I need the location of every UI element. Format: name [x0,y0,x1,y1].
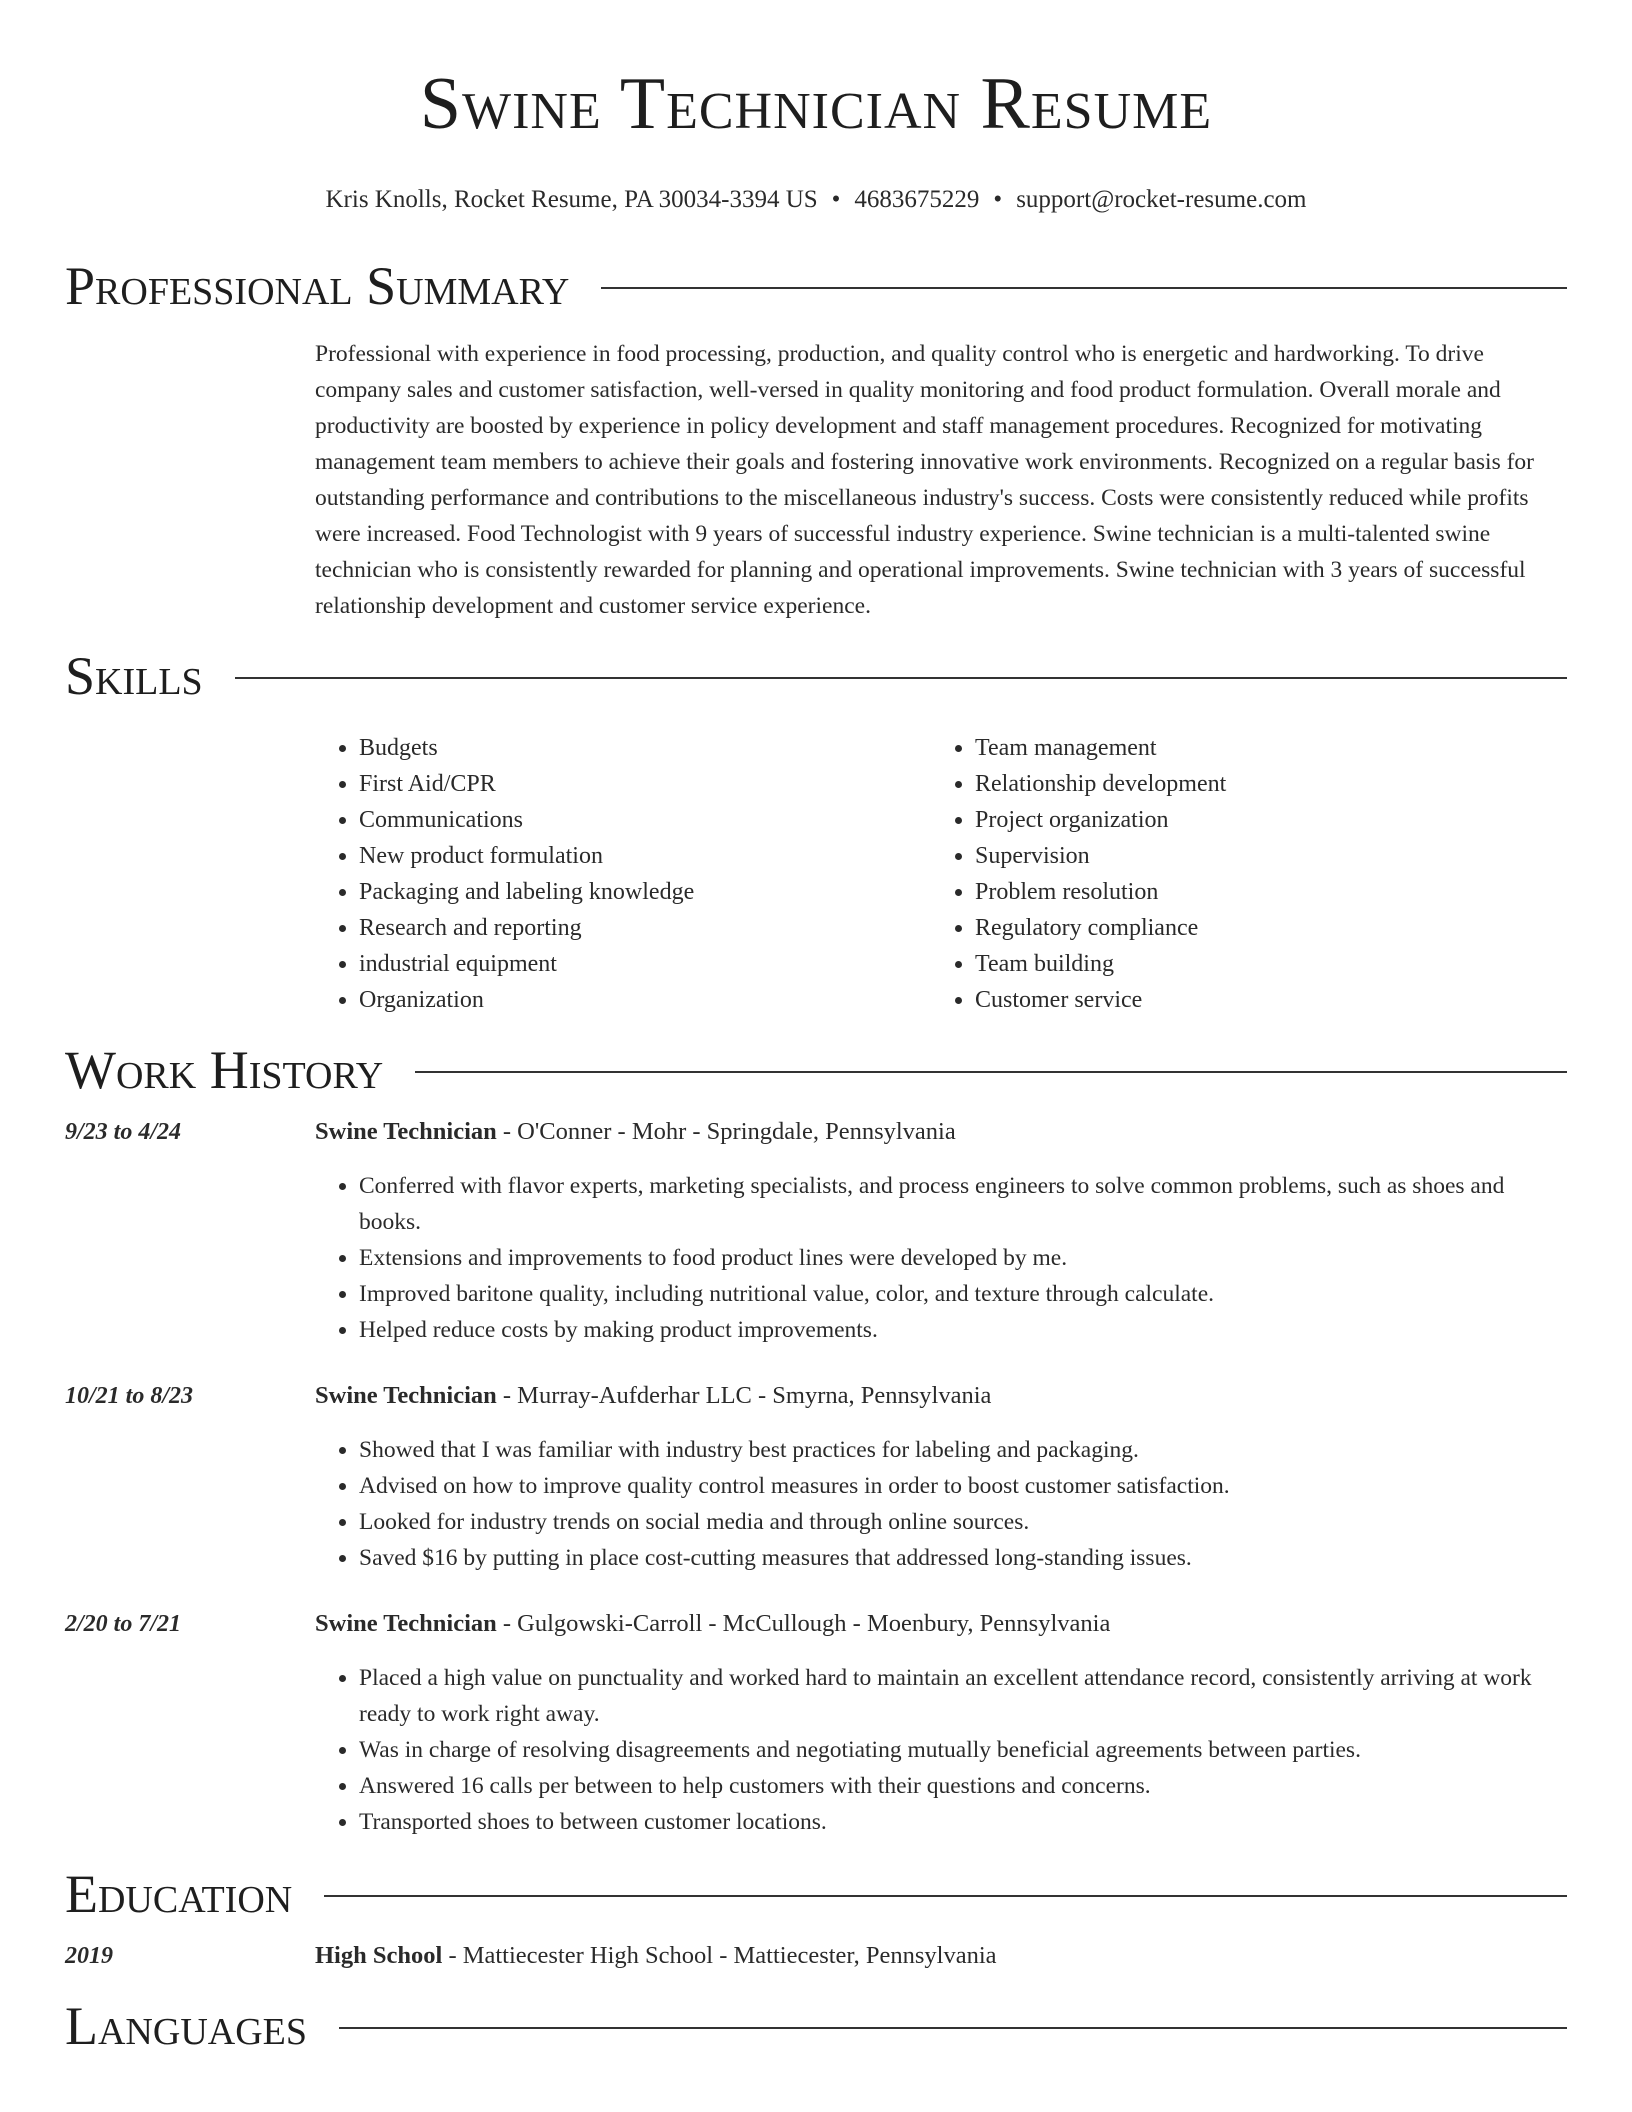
education-section [65,1864,1567,1974]
work-history-section [65,1040,1567,1840]
section-title: Work History [65,1040,384,1100]
skill-item: • Communications [359,802,931,838]
skill-item: • Team management [975,730,1547,766]
section-header [65,256,1567,316]
skills-column-left [315,730,931,1018]
skills-list [315,730,1567,1018]
skill-item: • Regulatory compliance [975,910,1547,946]
job-entry [65,1114,1567,1348]
skill-item: • Problem resolution [975,874,1547,910]
section-title: Languages [65,1996,307,2056]
job-bullet: • Showed that I was familiar with industry best practices for labeling and packaging. [359,1432,1567,1468]
job-bullet: • Saved $16 by putting in place cost-cutting measures that addressed long-standing issues. [359,1540,1567,1576]
section-divider [415,1071,1567,1073]
section-header [65,646,1567,706]
education-school: - Mattiecester High School - Mattiecester, Pennsylvania [442,1942,997,1969]
skills-section [65,646,1567,1018]
job-employer: - Murray-Aufderhar LLC - Smyrna, Pennsylvania [496,1382,992,1409]
job-bullet: • Extensions and improvements to food product lines were developed by me. [359,1240,1567,1276]
education-heading [315,1938,997,1974]
section-divider [324,1895,1567,1897]
job-bullet: • Answered 16 calls per between to help customers with their questions and concerns. [359,1768,1567,1804]
job-bullet: • Was in charge of resolving disagreements and negotiating mutually beneficial agreements between parties. [359,1732,1567,1768]
skill-item: • First Aid/CPR [359,766,931,802]
contact-email: support@rocket-resume.com [1016,186,1307,213]
job-body [315,1606,1567,1840]
skills-column-right [931,730,1547,1018]
skill-item: • Team building [975,946,1547,982]
job-role: Swine Technician [315,1118,497,1145]
section-divider [339,2027,1567,2029]
job-body [315,1114,1567,1348]
resume-title: Swine Technician Resume [419,63,1213,145]
job-bullet: • Looked for industry trends on social media and through online sources. [359,1504,1567,1540]
contact-address: Kris Knolls, Rocket Resume, PA 30034-3394 US [325,186,818,213]
job-bullet: • Conferred with flavor experts, marketing specialists, and process engineers to solve common problems, such as shoes and books. [359,1168,1567,1240]
skill-item: • New product formulation [359,838,931,874]
job-bullet: • Placed a high value on punctuality and worked hard to maintain an excellent attendance record, consistently arriving at work ready to work right away. [359,1660,1567,1732]
skill-item: • Relationship development [975,766,1547,802]
job-bullets [315,1660,1567,1840]
languages-section [65,1996,1567,2056]
section-divider [235,677,1567,679]
job-heading [315,1606,1567,1642]
section-divider [601,287,1567,289]
job-entry [65,1378,1567,1576]
section-title: Education [65,1864,293,1924]
section-title: Skills [65,646,203,706]
skill-item: • Research and reporting [359,910,931,946]
section-header [65,1864,1567,1924]
job-role: Swine Technician [315,1382,497,1409]
job-dates: 2/20 to 7/21 [65,1611,182,1637]
contact-separator: • [993,186,1003,213]
education-year: 2019 [65,1943,113,1969]
job-bullet: • Helped reduce costs by making product improvements. [359,1312,1567,1348]
skill-item: • Budgets [359,730,931,766]
job-employer: - Gulgowski-Carroll - McCullough - Moenbury, Pennsylvania [496,1610,1111,1637]
skill-item: • Project organization [975,802,1547,838]
job-role: Swine Technician [315,1610,497,1637]
job-bullet: • Improved baritone quality, including nutritional value, color, and texture through calculate. [359,1276,1567,1312]
job-body [315,1378,1567,1576]
job-heading [315,1378,1567,1414]
summary-text: Professional with experience in food processing, production, and quality control who is energetic and hardworking. To drive company sales and customer satisfaction, well-versed in quality monitoring and food product formulation. Overall morale and productivity are boosted by experience in policy development and staff management procedures. Recognized for motivating management team members to achieve their goals and fostering innovative work environments. Recognized on a regular basis for outstanding performance and contributions to the miscellaneous industry's success. Costs were consistently reduced while profits were increased. Food Technologist with 9 years of successful industry experience. Swine technician is a multi-talented swine technician who is consistently rewarded for planning and operational improvements. Swine technician with 3 years of successful relationship development and customer service experience. [315,341,1534,619]
job-employer: - O'Conner - Mohr - Springdale, Pennsylvania [496,1118,956,1145]
section-header [65,1996,1567,2056]
job-bullets [315,1432,1567,1576]
job-dates: 10/21 to 8/23 [65,1383,194,1409]
contact-phone: 4683675229 [854,186,980,213]
section-header [65,1040,1567,1100]
skill-item: • industrial equipment [359,946,931,982]
job-entry [65,1606,1567,1840]
job-bullet: • Transported shoes to between customer locations. [359,1804,1567,1840]
job-dates: 9/23 to 4/24 [65,1119,182,1145]
contact-separator: • [831,186,841,213]
education-degree: High School [315,1942,443,1969]
education-entry [65,1938,1567,1974]
job-bullets [315,1168,1567,1348]
skill-item: • Supervision [975,838,1547,874]
section-title: Professional Summary [65,256,570,316]
skill-item: • Customer service [975,982,1547,1018]
job-bullet: • Advised on how to improve quality control measures in order to boost customer satisfaction. [359,1468,1567,1504]
job-heading [315,1114,1567,1150]
summary-section [65,256,1567,624]
skill-item: • Packaging and labeling knowledge [359,874,931,910]
skill-item: • Organization [359,982,931,1018]
contact-line [65,186,1567,214]
